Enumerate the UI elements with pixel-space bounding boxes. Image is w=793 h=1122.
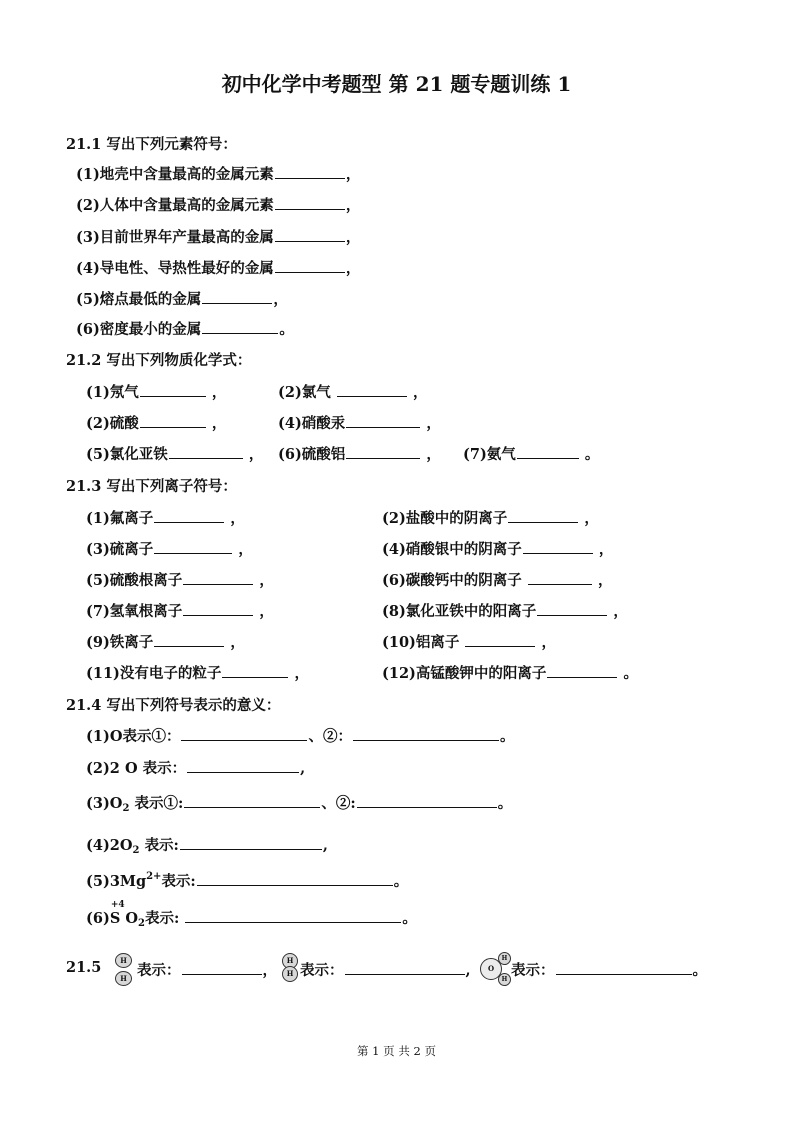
section-21-1-heading: 21.1 写出下列元素符号： (66, 136, 237, 153)
answer-blank[interactable] (275, 227, 345, 242)
answer-blank[interactable] (353, 726, 499, 741)
s2-item-7: (7)氨气 。 (463, 446, 600, 463)
s1-item-1: (1)地壳中含量最高的金属元素 ， (76, 166, 361, 183)
s3-left-1: (1)氟离子 ， (86, 510, 245, 527)
answer-blank[interactable] (346, 444, 420, 459)
section-21-4-heading: 21.4 写出下列符号表示的意义： (66, 697, 281, 714)
s4-item-1: (1)O表示①： 、②： 。 (86, 728, 515, 745)
s2-item-4: (4)硝酸汞 ， (278, 415, 441, 432)
answer-blank[interactable] (169, 444, 243, 459)
s2-item-5: (5)氯化亚铁 ， (86, 446, 264, 463)
s3-left-5: (9)铁离子 ， (86, 634, 245, 651)
answer-blank[interactable] (202, 319, 278, 334)
s3-right-1: (2)盐酸中的阴离子 ， (382, 510, 599, 527)
answer-blank[interactable] (140, 413, 206, 428)
answer-blank[interactable] (275, 164, 345, 179)
answer-blank[interactable] (222, 663, 288, 678)
h-atom-icon: H (115, 953, 132, 968)
s2-item-1: (1)氖气 ， (86, 384, 227, 401)
s1-item-5: (5)熔点最低的金属 ， (76, 291, 288, 308)
h-atom-icon: H (498, 973, 511, 986)
answer-blank[interactable] (140, 382, 206, 397)
answer-blank[interactable] (180, 835, 322, 850)
answer-blank[interactable] (183, 601, 253, 616)
answer-blank[interactable] (337, 382, 407, 397)
answer-blank[interactable] (197, 871, 393, 886)
s3-right-5: (10)铝离子 ， (382, 634, 557, 651)
answer-blank[interactable] (528, 570, 592, 585)
s3-right-6: (12)高锰酸钾中的阳离子 。 (382, 665, 638, 682)
answer-blank[interactable] (508, 508, 578, 523)
section-21-2-heading: 21.2 写出下列物质化学式： (66, 352, 252, 369)
h-atom-icon: H (282, 953, 298, 969)
s4-item-3: $(3)O_2$ 表示①: 、②: 。 (86, 795, 513, 814)
answer-blank[interactable] (556, 960, 692, 975)
s5-item-3: 表示： 。 (511, 962, 707, 979)
s1-item-6: (6)密度最小的金属 。 (76, 321, 294, 338)
valence-label: +4 (110, 900, 125, 910)
answer-blank[interactable] (275, 258, 345, 273)
answer-blank[interactable] (185, 908, 401, 923)
answer-blank[interactable] (181, 726, 307, 741)
s1-item-2: (2)人体中含量最高的金属元素 ， (76, 197, 361, 214)
answer-blank[interactable] (547, 663, 617, 678)
s2-item-6: (6)硫酸铝 ， (278, 446, 441, 463)
h-atom-icon: H (282, 966, 298, 982)
answer-blank[interactable] (184, 793, 320, 808)
answer-blank[interactable] (357, 793, 497, 808)
s3-left-4: (7)氢氧根离子 ， (86, 603, 274, 620)
answer-blank[interactable] (345, 960, 465, 975)
s4-item-4: $(4)2O_2$ 表示: , (86, 837, 328, 856)
section-21-5-heading: 21.5 (66, 959, 102, 976)
answer-blank[interactable] (154, 508, 224, 523)
s3-left-3: (5)硫酸根离子 ， (86, 572, 274, 589)
h-atom-icon: H (498, 952, 511, 965)
s3-right-2: (4)硝酸银中的阴离子 ， (382, 541, 614, 558)
answer-blank[interactable] (537, 601, 607, 616)
answer-blank[interactable] (182, 960, 262, 975)
s1-item-4: (4)导电性、导热性最好的金属 ， (76, 260, 361, 277)
s3-left-6: (11)没有电子的粒子 ， (86, 665, 309, 682)
answer-blank[interactable] (202, 289, 272, 304)
h-atom-icon: H (115, 971, 132, 986)
s5-item-2: 表示： , (300, 962, 471, 979)
s3-right-3: (6)碳酸钙中的阴离子 ， (382, 572, 613, 589)
s3-right-4: (8)氯化亚铁中的阳离子 ， (382, 603, 628, 620)
page-title: 初中化学中考题型 第 21 题专题训练 1 (221, 72, 572, 96)
s4-item-6: (6) +4 S $O_2$表示: 。 (86, 900, 417, 929)
answer-blank[interactable] (523, 539, 593, 554)
s2-item-2: (2)氯气 ， (278, 384, 428, 401)
answer-blank[interactable] (187, 758, 299, 773)
section-21-3-heading: 21.3 写出下列离子符号： (66, 478, 237, 495)
s4-item-5: $(5)3Mg^{2+}$表示: 。 (86, 871, 409, 890)
s3-left-2: (3)硫离子 ， (86, 541, 253, 558)
answer-blank[interactable] (465, 632, 535, 647)
answer-blank[interactable] (346, 413, 420, 428)
page-footer: 第 1 页 共 2 页 (357, 1044, 436, 1058)
answer-blank[interactable] (154, 539, 232, 554)
answer-blank[interactable] (517, 444, 579, 459)
answer-blank[interactable] (183, 570, 253, 585)
s2-item-3: (2)硫酸 ， (86, 415, 227, 432)
answer-blank[interactable] (275, 195, 345, 210)
o-atom-icon: O (480, 958, 502, 980)
answer-blank[interactable] (154, 632, 224, 647)
s4-item-2: (2)2 O 表示： , (86, 760, 306, 777)
s5-item-1: 表示： ， (137, 962, 277, 979)
s1-item-3: (3)目前世界年产量最高的金属 ， (76, 229, 361, 246)
